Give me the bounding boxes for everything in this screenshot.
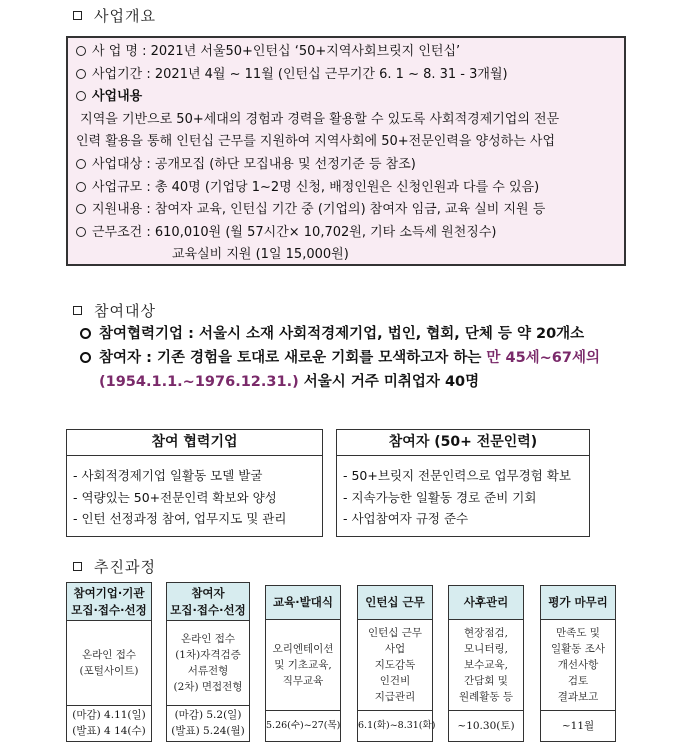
step-header <box>449 586 523 620</box>
step-footer-line: (마감) 5.2(일) <box>174 709 242 721</box>
step-body-line: 지급관리 <box>374 691 416 703</box>
circle-bullet-icon <box>76 46 86 56</box>
circle-bullet-icon <box>76 182 86 192</box>
step-footer <box>67 705 151 740</box>
step-body-line: 원례활동 등 <box>458 691 514 703</box>
step-footer <box>449 710 523 740</box>
value: 총 40명 (기업당 1~2명 신청, 배정인원은 신청인원과 다를 수 있음) <box>154 179 540 195</box>
step-body-line: 검토 <box>567 675 589 687</box>
section-title-targets <box>73 300 156 321</box>
label: 사업대상 <box>92 156 143 172</box>
step-body <box>358 620 432 710</box>
process-step-5 <box>448 585 524 742</box>
value: 참여자 교육, 인턴십 기간 중 (기업의) 참여자 임금, 교육 실비 지원 등 <box>154 202 546 218</box>
circle-bullet-icon <box>80 352 91 363</box>
value-prefix: 기존 경험을 토대로 새로운 기회를 모색하고자 하는 <box>156 350 487 366</box>
step-header-line: 사후관리 <box>463 595 509 609</box>
step-body-line: 인턴십 근무 <box>367 627 423 639</box>
circle-bullet-icon <box>76 69 86 79</box>
step-body-line: 일활동 조사 <box>550 643 606 655</box>
card-list <box>337 456 589 530</box>
label: 근무조건 <box>92 224 143 240</box>
step-footer-line: (마감) 4.11(일) <box>72 709 146 721</box>
step-footer <box>541 710 615 740</box>
step-body-line: 간담회 및 <box>464 675 508 687</box>
step-footer-line: ~11월 <box>561 719 595 732</box>
step-body-line: 서류전형 <box>187 665 229 677</box>
step-body-line: 인건비 <box>379 675 411 687</box>
sep: : <box>137 44 151 59</box>
step-body-line: 개선사항 <box>557 659 599 671</box>
card-item: - 인턴 선정과정 참여, 업무지도 및 관리 <box>73 511 287 526</box>
step-header-line: 참여자 <box>191 585 225 600</box>
circle-bullet-icon <box>76 227 86 237</box>
value: 610,010원 (월 57시간× 10,702원, 기타 소득세 원천징수) <box>154 224 497 240</box>
step-body-line: 온라인 접수 <box>180 633 236 645</box>
step-body-line: 현장점검, <box>464 627 508 639</box>
overview-conditions-extra: 교육실비 지원 (1일 15,000원) <box>172 247 349 263</box>
step-body-line: 결과보고 <box>557 691 599 703</box>
section-title-overview <box>73 5 156 26</box>
value: 2021년 4월 ~ 11월 (인턴십 근무기간 6. 1 ~ 8. 31 - 3개월) <box>154 66 508 82</box>
step-body-line: (포털사이트) <box>79 665 139 677</box>
card-title: 참여자 (50+ 전문인력) <box>337 430 589 456</box>
overview-line-support <box>76 199 616 222</box>
square-bullet-icon <box>73 306 82 315</box>
step-header-line: 교육·발대식 <box>273 595 333 609</box>
sep: : <box>142 156 155 172</box>
label: 사업내용 <box>92 89 143 105</box>
label: 사 업 명 <box>92 44 138 59</box>
circle-bullet-icon <box>76 204 86 214</box>
value: 공개모집 (하단 모집내용 및 선정기준 등 참조) <box>154 156 416 172</box>
step-body-line: 만족도 및 <box>556 627 600 639</box>
square-bullet-icon <box>73 11 82 20</box>
step-footer <box>167 705 249 740</box>
step-body <box>167 621 249 705</box>
process-step-1 <box>66 582 152 742</box>
card-partner-company <box>66 429 323 537</box>
card-list <box>67 456 322 530</box>
label: 지원내용 <box>92 202 143 218</box>
step-body-line: 오리엔테이션 <box>272 643 334 655</box>
overview-line-target <box>76 154 616 177</box>
step-footer-line: 6.1(화)~8.31(화) <box>358 719 436 731</box>
value: 서울시 소재 사회적경제기업, 법인, 협회, 단체 등 약 20개소 <box>198 326 585 342</box>
step-body-line: (2차) 면접전형 <box>173 681 243 693</box>
birth-highlight: (1954.1.1.~1976.12.31.) <box>99 374 299 390</box>
overview-content-para-1: 지역을 기반으로 50+세대의 경험과 경력을 활용할 수 있도록 사회적경제기업의 전문 <box>76 111 560 127</box>
process-step-4 <box>357 585 436 742</box>
step-header-line: 평가 마무리 <box>548 595 608 609</box>
step-header-line: 모집·접수·선정 <box>71 602 147 617</box>
step-footer-line: (발표) 4 14(수) <box>72 725 146 737</box>
targets-list <box>80 322 600 394</box>
step-body-line: 온라인 접수 <box>81 649 137 661</box>
label: 사업기간 <box>92 66 143 82</box>
step-header-line: 모집·접수·선정 <box>170 602 246 617</box>
circle-bullet-icon <box>76 159 86 169</box>
step-header <box>266 586 340 620</box>
target-partner <box>80 322 600 346</box>
step-body <box>67 621 151 705</box>
overview-box <box>66 36 626 266</box>
step-body <box>266 620 340 710</box>
target-participant <box>80 346 600 370</box>
step-header <box>358 586 432 620</box>
card-item: - 역량있는 50+전문인력 확보와 양성 <box>73 489 277 505</box>
card-participant <box>336 429 590 537</box>
step-body-line: 모니터링, <box>464 643 508 655</box>
step-body-line: (1차)자격검증 <box>175 649 241 661</box>
step-body-line: 사업 <box>384 643 406 655</box>
sep: : <box>142 224 155 240</box>
label: 사업규모 <box>92 179 143 195</box>
card-item: - 사업참여자 규정 준수 <box>343 511 469 526</box>
circle-bullet-icon <box>76 91 86 101</box>
step-header <box>541 586 615 620</box>
overview-content-para-2: 인력 활용을 통해 인턴십 근무를 지원하여 지역사회에 50+전문인력을 양성하는 사업 <box>76 134 556 150</box>
overview-title-text: 사업개요 <box>94 7 156 25</box>
process-title-text: 추진과정 <box>94 558 156 576</box>
step-body <box>541 620 615 710</box>
card-item: - 지속가능한 일활동 경로 준비 기회 <box>343 489 537 505</box>
sep: : <box>142 202 155 218</box>
card-item: - 사회적경제기업 일활동 모델 발굴 <box>73 468 263 483</box>
step-footer-line: (발표) 5.24(월) <box>171 725 245 737</box>
step-footer-line: ~10.30(토) <box>457 719 515 732</box>
overview-line-period <box>76 64 616 87</box>
label: 참여자 <box>99 350 142 366</box>
square-bullet-icon <box>73 562 82 571</box>
overview-line-conditions <box>76 222 616 245</box>
sep: : <box>183 326 199 342</box>
section-title-process <box>73 556 156 577</box>
step-header-line: 참여기업·기관 <box>73 585 145 600</box>
label: 참여협력기업 <box>99 326 184 342</box>
overview-line-name <box>76 41 616 64</box>
step-footer-line: 5.26(수)~27(목) <box>266 719 341 731</box>
step-body-line: 지도감독 <box>374 659 416 671</box>
age-highlight: 만 45세~67세의 <box>486 350 601 366</box>
step-header <box>167 583 249 621</box>
process-step-6 <box>540 585 616 742</box>
card-title: 참여 협력기업 <box>67 430 322 456</box>
step-header <box>67 583 151 621</box>
card-item: - 50+브릿지 전문인력으로 업무경험 확보 <box>343 468 571 483</box>
overview-line-scale <box>76 177 616 200</box>
target-participant-cont <box>80 370 600 394</box>
step-body-line: 직무교육 <box>282 675 324 687</box>
sep: : <box>141 350 157 366</box>
targets-title-text: 참여대상 <box>94 302 156 320</box>
step-footer <box>358 710 436 740</box>
value: 2021년 서울50+인턴십 ‘50+지역사회브릿지 인턴십’ <box>150 44 461 59</box>
process-step-2 <box>166 582 250 742</box>
sep: : <box>142 179 155 195</box>
circle-bullet-icon <box>80 328 91 339</box>
overview-line-content <box>76 86 616 109</box>
sep: : <box>142 66 155 82</box>
step-body <box>449 620 523 710</box>
value-suffix: 서울시 거주 미취업자 40명 <box>298 374 480 390</box>
step-body-line: 및 기초교육, <box>274 659 332 671</box>
step-header-line: 인턴십 근무 <box>365 595 425 609</box>
step-footer <box>266 710 340 740</box>
process-step-3 <box>265 585 341 742</box>
step-body-line: 보수교육, <box>464 659 508 671</box>
